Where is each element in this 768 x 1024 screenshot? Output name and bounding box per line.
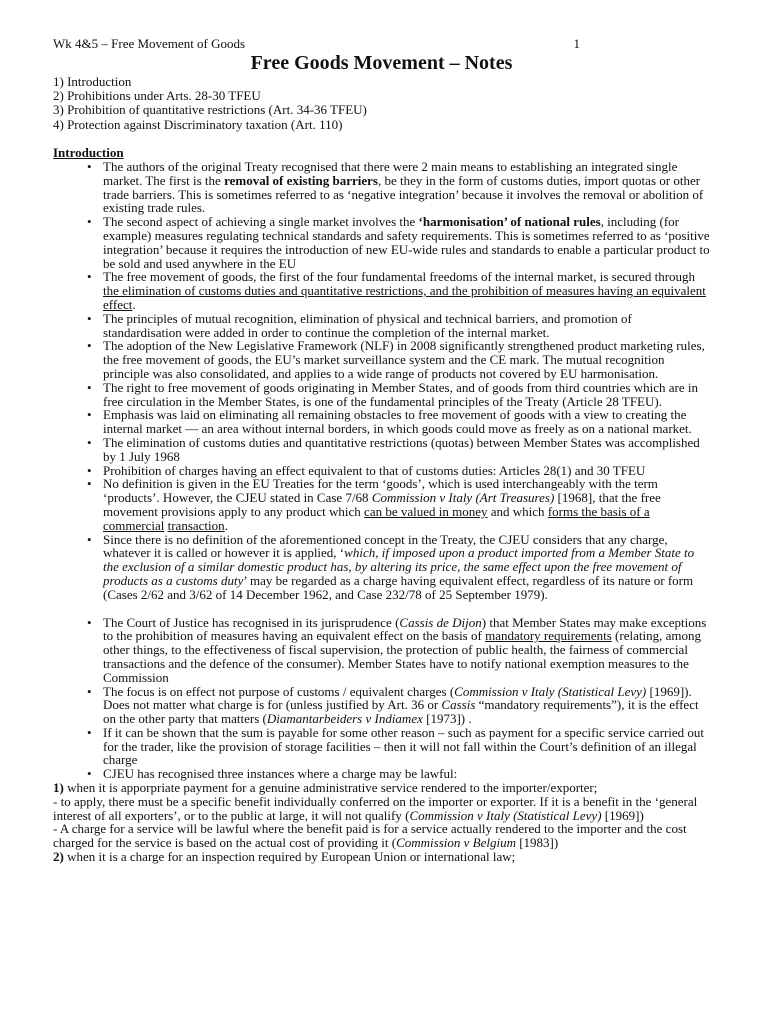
text-run: [1983]): [515, 835, 559, 851]
paragraph: [53, 822, 710, 850]
list-item: • The principles of mutual recognition, elimination of physical and technical barriers, and promotion of standardisation were added in order to continue the completion of the internal market.: [53, 312, 710, 340]
text-run: The free movement of goods, the first of the four fundamental freedoms of the internal market, is secured through: [103, 269, 696, 285]
text-run: .: [132, 296, 136, 312]
section-heading: Introduction: [53, 144, 124, 160]
text-run: - to apply, there must be a specific benefit individually conferred on the importer or exporter. If it is a benefit in the ‘general interest of all exporters’, or to the public at large, it will not qualify (: [53, 793, 698, 823]
toc-item: 3) Prohibition of quantitative restrictions (Art. 34-36 TFEU): [53, 102, 367, 118]
text-run: No definition is given in the EU Treaties for the term ‘goods’, which is used interchangeably with the term ‘products’. However, the CJEU stated in Case 7/68: [103, 476, 658, 506]
list-item: [53, 270, 710, 311]
table-of-contents: [53, 75, 710, 132]
case-name: Commission v Italy (Statistical Levy): [454, 683, 647, 699]
toc-item: 4) Protection against Discriminatory taxation (Art. 110): [53, 116, 343, 132]
underlined-text: the elimination of customs duties and quantitative restrictions, and the prohibition of measures having an equivalent effect: [103, 283, 706, 312]
list-item: [53, 215, 710, 270]
toc-item: 1) Introduction: [53, 74, 132, 89]
header-title: Wk 4&5 – Free Movement of Goods: [53, 36, 246, 51]
item-number: 1): [53, 780, 64, 796]
case-name: Commission v Italy (Statistical Levy): [409, 807, 602, 823]
list-item: • The elimination of customs duties and quantitative restrictions (quotas) between Member States was accomplished by 1 July 1968: [53, 436, 710, 464]
text-run: and which: [487, 503, 548, 519]
paragraph: [53, 850, 710, 864]
text-run: (relating, among other things, to the effectiveness of fiscal supervision, the protection of public health, the fairness of commercial transactions and the defence of the consumer). Member States have to notify national exemption measures to the Commission: [103, 628, 701, 685]
text-run: , be they in the form of customs duties, import quotas or other trade barriers. This is sometimes referred to as ‘negative integration’ because it involves the removal or abolition of existing trade rules.: [103, 172, 704, 216]
spacer: [53, 602, 710, 616]
text-run: ’ may be regarded as a charge having equivalent effect, regardless of its nature or form (Cases 2/62 and 3/62 of 14 December 1962, and Case 232/78 of 25 September 1979).: [103, 572, 694, 602]
list-item: • The adoption of the New Legislative Framework (NLF) in 2008 significantly strengthened product marketing rules, the free movement of goods, the EU’s market surveillance system and the CE mark. The mutual recognition principle was also consolidated, and applies to a wide range of products not covered by EU harmonisation.: [53, 339, 710, 380]
list-item: [53, 685, 710, 726]
list-item: [53, 533, 710, 602]
underlined-text: can be valued in money: [364, 503, 488, 519]
toc-item: 2) Prohibitions under Arts. 28-30 TFEU: [53, 88, 261, 104]
text-run: The focus is on effect not purpose of customs / equivalent charges (: [103, 683, 455, 699]
text-run: The second aspect of achieving a single market involves the: [103, 214, 419, 230]
bullet-list: [53, 616, 710, 782]
list-item: [53, 160, 710, 215]
case-name: Commission v Belgium: [396, 835, 516, 851]
case-name: Cassis de Dijon: [399, 614, 482, 630]
list-item: [53, 616, 710, 685]
text-run: [1973]) .: [422, 711, 472, 727]
text-run: , including (for example) measures regulating technical standards and safety requirements. This is sometimes referred to as ‘positive integration’ because it requires the introduction of new EU-wide rules and standards to enable a particular product to be sold and used anywhere in the EU: [103, 214, 710, 271]
list-item: [53, 477, 710, 532]
underlined-text: transaction: [167, 517, 225, 533]
text-run: The Court of Justice has recognised in its jurisprudence (: [103, 614, 400, 630]
text-run: The authors of the original Treaty recognised that there were 2 main means to establishing an integrated single market. The first is the: [103, 159, 678, 188]
bold-text: removal of existing barriers: [224, 172, 378, 188]
text-run: .: [224, 517, 228, 533]
list-item: • Prohibition of charges having an effect equivalent to that of customs duties: Articles 28(1) and 30 TFEU: [53, 464, 710, 478]
text-run: [1969]). Does not matter what charge is for (unless justified by Art. 36 or: [103, 683, 692, 713]
page-number: 1: [573, 36, 580, 51]
paragraph: [53, 781, 710, 795]
list-item: • The right to free movement of goods originating in Member States, and of goods from third countries which are in free circulation in the Member States, is one of the fundamental principles of the Treaty (Article 28 TFEU).: [53, 381, 710, 409]
text-run: [1969]): [601, 807, 644, 823]
paragraph: [53, 795, 710, 823]
case-name: Cassis: [441, 697, 476, 713]
document-title: Free Goods Movement – Notes: [250, 52, 513, 74]
text-run: “mandatory requirements”), it is the effect on the other party that matters (: [103, 697, 699, 727]
text-run: when it is a charge for an inspection required by European Union or international law;: [63, 849, 516, 865]
case-name: Diamantarbeiders v Indiamex: [266, 711, 423, 727]
list-item: • If it can be shown that the sum is payable for some other reason – such as payment for a specific service carried out for the trader, like the provision of storage facilities – then it will not fall within the Court’s definition of an illegal charge: [53, 726, 710, 767]
underlined-text: mandatory requirements: [485, 628, 612, 644]
case-name: Commission v Italy (Art Treasures): [371, 490, 555, 506]
text-run: - A charge for a service will be lawful where the benefit paid is for a service actually rendered to the importer and the cost charged for the service is based on the actual cost of providing it (: [53, 821, 687, 851]
text-run: ) that Member States may make exceptions to the prohibition of measures having an equivalent effect on the basis of: [103, 614, 707, 644]
list-item: • CJEU has recognised three instances where a charge may be lawful:: [53, 767, 710, 781]
text-run: [1968], that the free movement provisions apply to any product which: [103, 490, 661, 519]
item-number: 2): [53, 849, 64, 865]
text-run: Since there is no definition of the aforementioned concept in the Treaty, the CJEU considers that any charge, whatever it is called or however it is applied, ‘: [103, 531, 668, 561]
bold-text: ‘harmonisation’ of national rules: [418, 214, 601, 230]
list-item: • Emphasis was laid on eliminating all remaining obstacles to free movement of goods with a view to creating the internal market — an area without internal borders, in which goods could move as freely as on a national market.: [53, 408, 710, 436]
underlined-text: forms the basis of a commercial: [103, 503, 650, 533]
page-header: [53, 36, 710, 51]
italic-quote: which, if imposed upon a product imported from a Member State to the exclusion of a similar domestic product has, by altering its price, the same effect upon the free movement of products as a customs duty: [103, 545, 695, 588]
text-run: when it is apporpriate payment for a genuine administrative service rendered to the importer/exporter;: [63, 780, 598, 796]
bullet-list: [53, 160, 710, 602]
